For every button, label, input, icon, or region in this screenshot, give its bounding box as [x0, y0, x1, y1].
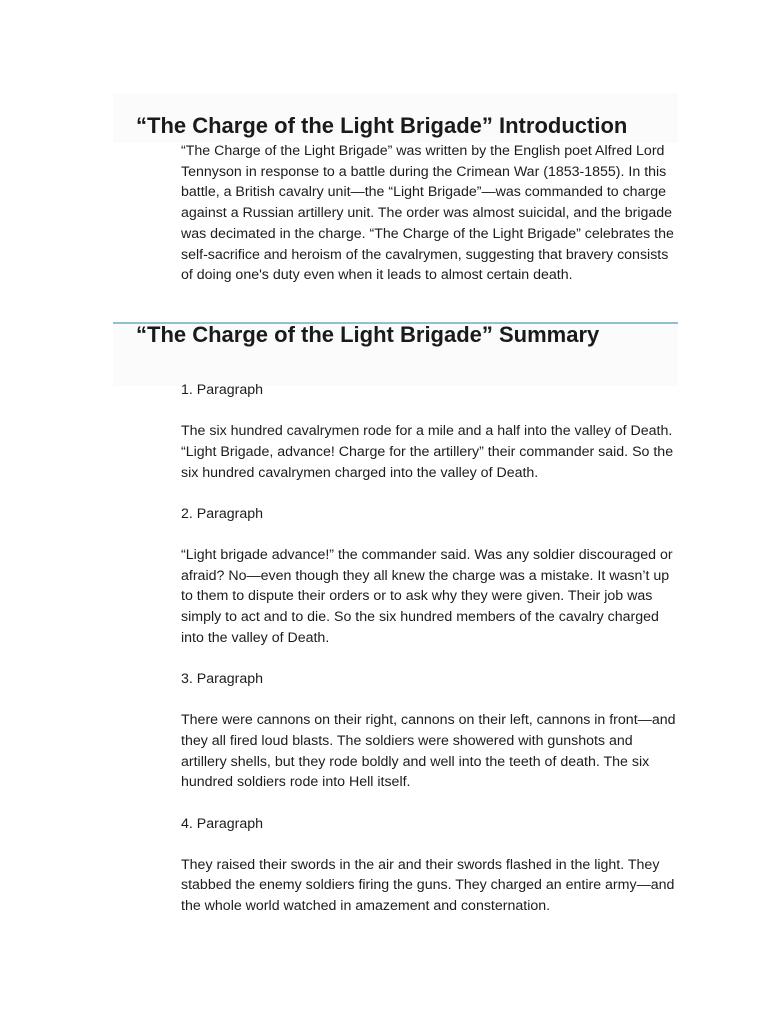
paragraph-text-3: There were cannons on their right, cannons on their left, cannons in front—and they all fired loud blasts. The soldiers were showered with gunshots and artillery shells, but they rode boldly and well into the teeth of death. The six hundred soldiers rode into Hell itself.: [181, 712, 676, 791]
intro-heading: “The Charge of the Light Brigade” Introduction: [136, 113, 628, 138]
paragraph-label-3: 3. Paragraph: [181, 671, 264, 688]
summary-heading: “The Charge of the Light Brigade” Summary: [136, 322, 600, 347]
paragraph-text-2: “Light brigade advance!” the commander said. Was any soldier discouraged or afraid? No—even though they all knew the charge was a mistake. It wasn’t up to them to dispute their orders or to ask why they were given. Their job was simply to act and to die. So the six hundred members of the cavalry charged into the valley of Death.: [181, 547, 673, 646]
paragraph-text-1: The six hundred cavalrymen rode for a mile and a half into the valley of Death. “Light Brigade, advance! Charge for the artillery” their commander said. So the six hundred cavalrymen charged into the valley of Death.: [181, 423, 674, 481]
paragraph-label-4: 4. Paragraph: [181, 815, 264, 832]
paragraph-label-1: 1. Paragraph: [181, 382, 264, 398]
intro-paragraph: “The Charge of the Light Brigade” was written by the English poet Alfred Lord Tennyson in response to a battle during the Crimean War (1853-1855). In this battle, a British cavalry unit—the “Light Brigade”—was commanded to charge against a Russian artillery unit. The order was almost suicidal, and the brigade was decimated in the charge. “The Charge of the Light Brigade” celebrates the self-sacrifice and heroism of the cavalrymen, suggesting that bravery consists of doing one's duty even when it leads to almost certain death.: [181, 143, 674, 284]
paragraph-label-2: 2. Paragraph: [181, 505, 264, 522]
summary-body: [181, 380, 681, 937]
paragraph-text-4: They raised their swords in the air and their swords flashed in the light. They stabbed the enemy soldiers firing the guns. They charged an entire army—and the whole world watched in amazement and consternation.: [181, 856, 675, 915]
